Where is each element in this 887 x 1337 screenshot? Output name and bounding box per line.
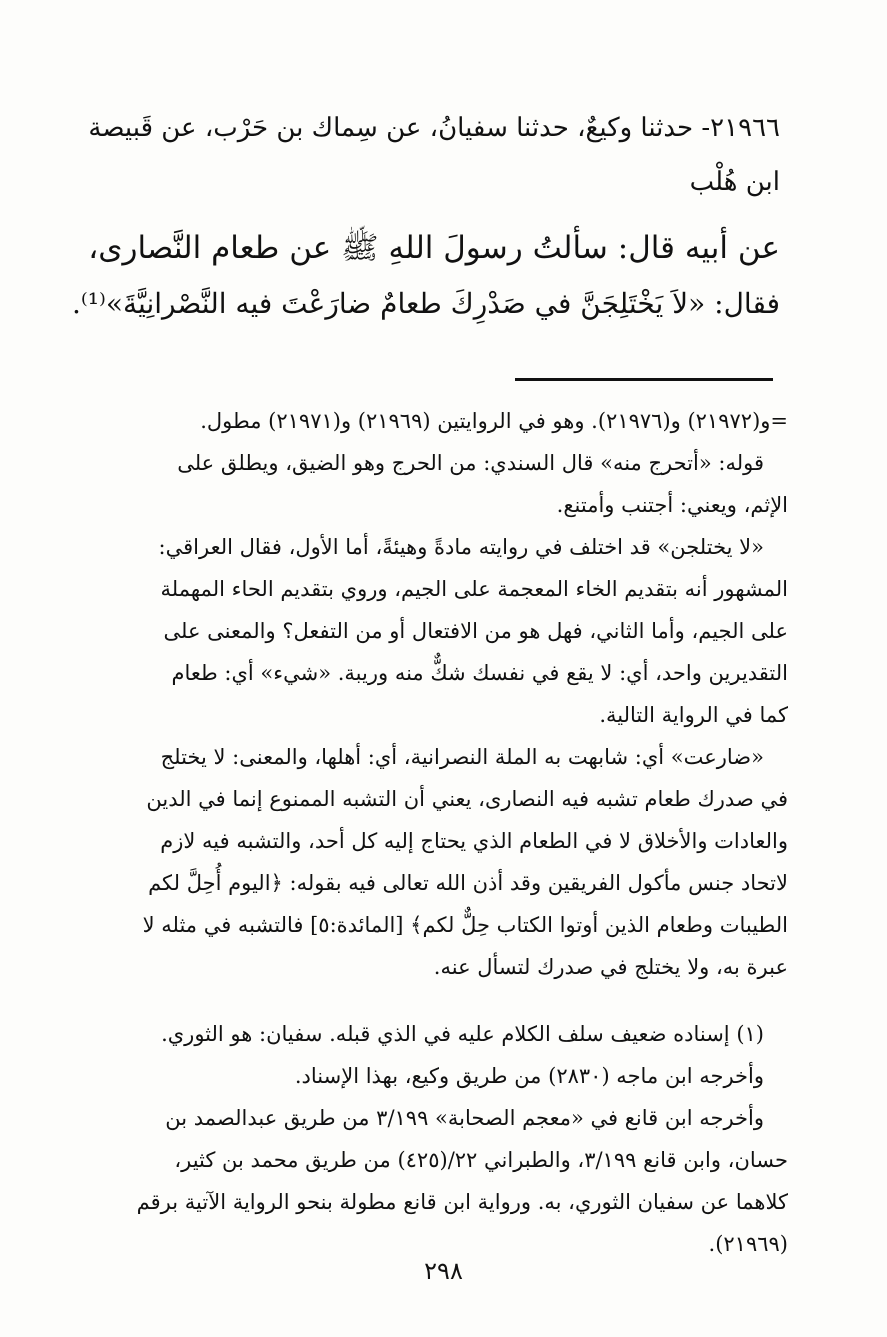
footnote-line: (١) إسناده ضعيف سلف الكلام عليه في الذي قبله. سفيان: هو الثوري. [161,1022,764,1046]
footnote-section [66,1013,788,1265]
commentary-line: عبرة به، ولا يختلج في صدرك لتسأل عنه. [433,955,788,979]
commentary-line: كما في الرواية التالية. [599,703,788,727]
commentary-line: «ضارعت» أي: شابهت به الملة النصرانية، أي: أهلها، والمعنى: لا يختلج [160,745,764,769]
hadith-text-line: فقال: «لاَ يَخْتَلِجَنَّ في صَدْرِكَ طعامٌ ضارَعْتَ فيه النَّصْرانِيَّةَ»⁽¹⁾. [71,287,780,320]
commentary-line: على الجيم، وأما الثاني، فهل هو من الافتعال أو من التفعل؟ والمعنى على [163,619,788,643]
hadith-header-continuation [66,162,780,202]
page-number: ٢٩٨ [424,1257,463,1285]
hadith-chain-line: ٢١٩٦٦- حدثنا وكيعٌ، حدثنا سفيانُ، عن سِماك بن حَرْب، عن قَبيصة [88,113,780,143]
commentary-line: الإثم، ويعني: أجتنب وأمتنع. [556,493,788,517]
hadith-text [66,220,780,332]
hadith-header [66,108,780,148]
commentary-line: قوله: «أتحرج منه» قال السندي: من الحرج وهو الضيق، ويطلق على [177,451,764,475]
commentary-line: التقديرين واحد، أي: لا يقع في نفسك شكٌّ منه وريبة. «شيء» أي: طعام [171,661,788,685]
commentary-line: لاتحاد جنس مأكول الفريقين وقد أذن الله تعالى فيه بقوله: ﴿اليوم أُحِلَّ لكم [148,871,788,895]
commentary-line: الطيبات وطعام الذين أوتوا الكتاب حِلٌّ لكم﴾ [المائدة:٥] فالتشبه في مثله لا [142,913,788,937]
footnote-line: وأخرجه ابن ماجه (٢٨٣٠) من طريق وكيع، بهذا الإسناد. [294,1064,764,1088]
commentary-line: في صدرك طعام تشبه فيه النصارى، يعني أن التشبه الممنوع إنما في الدين [146,787,788,811]
footnote-line: (٢١٩٦٩). [708,1232,788,1256]
commentary-line: المشهور أنه بتقديم الخاء المعجمة على الجيم، وروي بتقديم الحاء المهملة [160,577,788,601]
commentary-line: «لا يختلجن» قد اختلف في روايته مادةً وهيئةً، أما الأول، فقال العراقي: [158,535,764,559]
commentary-line: والعادات والأخلاق لا في الطعام الذي يحتاج إليه كل أحد، والتشبه فيه لازم [160,829,788,853]
footnote-line: حسان، وابن قانع ٣/١٩٩، والطبراني ٢٢/(٤٢٥) من طريق محمد بن كثير، [174,1148,788,1172]
commentary-line: =و(٢١٩٧٢) و(٢١٩٧٦). وهو في الروايتين (٢١٩٦٩) و(٢١٩٧١) مطول. [200,409,788,433]
hadith-text-line: عن أبيه قال: سألتُ رسولَ اللهِ ﷺ عن طعام النَّصارى، [88,230,780,266]
commentary-section [66,400,788,988]
hadith-chain-line: ابن هُلْب [689,167,780,197]
footnote-line: وأخرجه ابن قانع في «معجم الصحابة» ٣/١٩٩ من طريق عبدالصمد بن [165,1106,764,1130]
footnote-divider [515,378,773,381]
footnote-line: كلاهما عن سفيان الثوري، به. ورواية ابن قانع مطولة بنحو الرواية الآتية برقم [136,1190,788,1214]
